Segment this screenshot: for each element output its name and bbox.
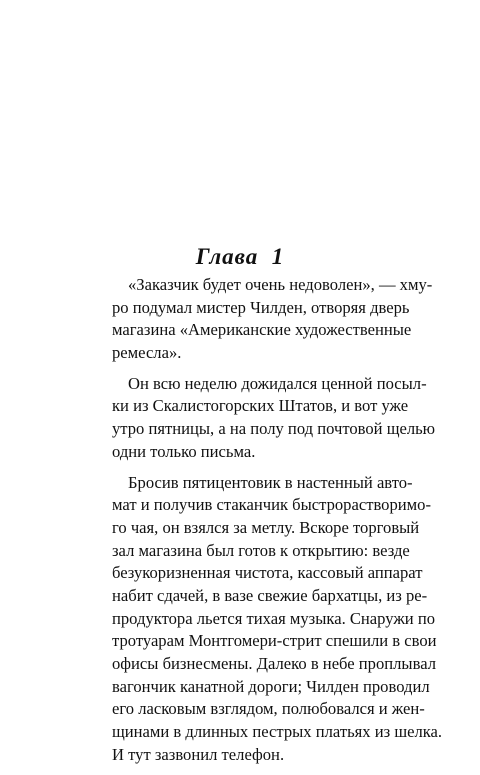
chapter-title: Глава 1 [195,244,285,269]
text-line: ремесла». [112,343,182,363]
text-line: набит сдачей, в вазе свежие бархатцы, из ре- [112,585,428,605]
text-line: магазина «Американские художественные [112,320,412,340]
text-line: безукоризненная чистота, кассовый аппарат [112,563,423,583]
text-line: ки из Скалистогорских Штатов, и вот уже [112,396,409,416]
text-line: утро пятницы, а на полу под почтовой щелью [112,419,436,439]
body-text [112,274,443,766]
text-line: тротуарам Монтгомери-стрит спешили в свои [112,631,437,651]
text-line: мат и получив стаканчик быстрорастворимо- [112,495,431,515]
text-line: «Заказчик будет очень недоволен», — хму- [128,275,433,294]
text-line: его ласковым взглядом, полюбовался и жен- [112,699,425,719]
paragraph-3 [112,472,443,767]
text-line: Бросив пятицентовик в настенный авто- [128,472,413,492]
paragraph-gap [112,464,392,472]
text-line: щинами в длинных пестрых платьях из шелка. [112,722,443,742]
text-line: продуктора льется тихая музыка. Снаружи по [112,608,436,628]
text-line: ро подумал мистер Чилден, отворяя дверь [112,297,410,317]
text-line: го чая, он взялся за метлу. Вскоре торговый [112,517,420,537]
paragraph-1 [112,274,433,365]
text-line: И тут зазвонил телефон. [112,744,285,764]
paragraph-2 [112,373,436,464]
paragraph-gap [112,365,392,373]
text-line: одни только письма. [112,441,256,461]
text-line: зал магазина был готов к открытию: везде [112,540,410,560]
text-line: вагончик канатной дороги; Чилден проводил [112,676,430,696]
text-line: офисы бизнесмены. Далеко в небе проплывал [112,654,436,673]
text-line: Он всю неделю дожидался ценной посыл- [128,373,427,393]
